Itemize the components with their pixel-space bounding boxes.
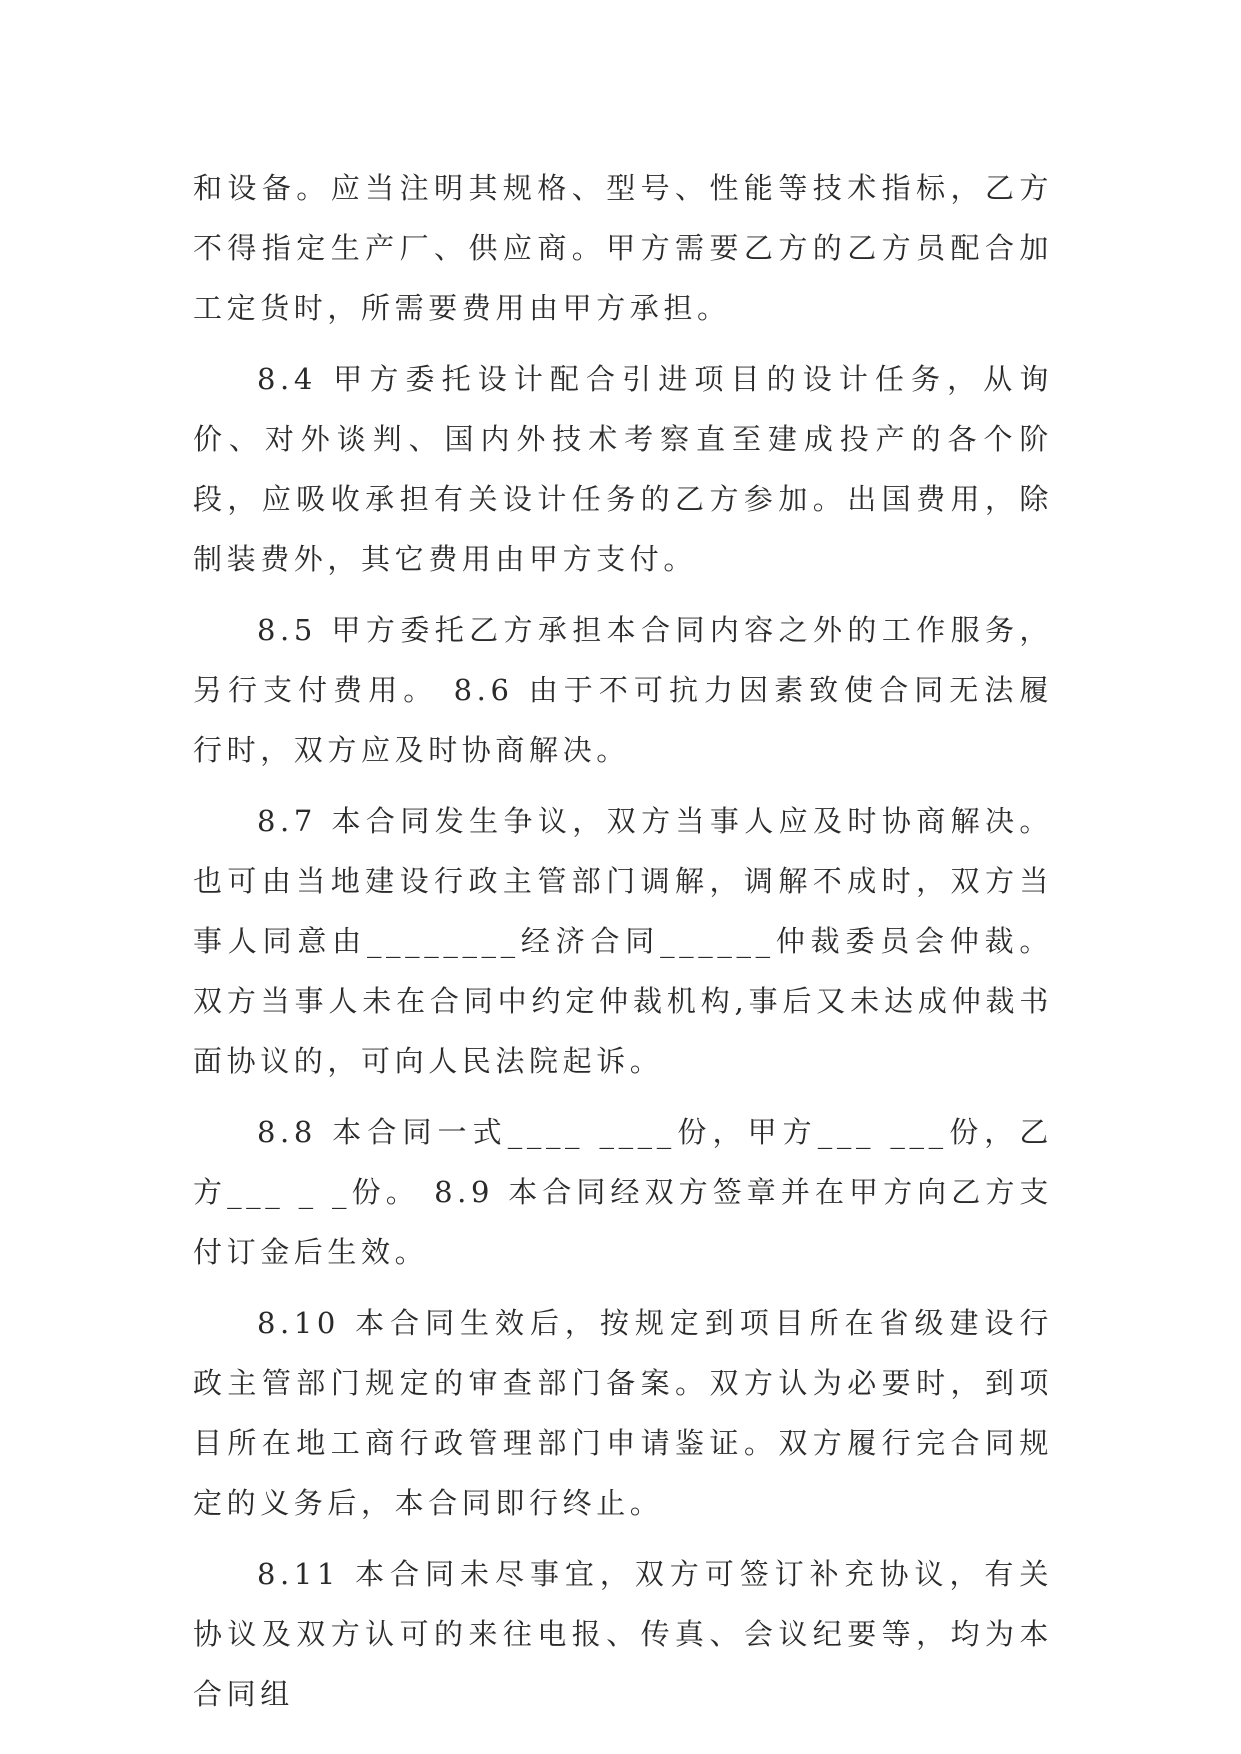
paragraph-clause-8-5-8-6: 8.5 甲方委托乙方承担本合同内容之外的工作服务，另行支付费用。 8.6 由于不可抗力因素致使合同无法履行时，双方应及时协商解决。 <box>193 613 1053 767</box>
paragraph-continuation: 和设备。应当注明其规格、型号、性能等技术指标，乙方不得指定生产厂、供应商。甲方需要乙方的乙方员配合加工定货时，所需要费用由甲方承担。 <box>193 171 1053 325</box>
paragraph-clause-8-10: 8.10 本合同生效后，按规定到项目所在省级建设行政主管部门规定的审查部门备案。双方认为必要时，到项目所在地工商行政管理部门申请鉴证。双方履行完合同规定的义务后，本合同即行终止。 <box>193 1306 1053 1520</box>
paragraph-clause-8-7: 8.7 本合同发生争议，双方当事人应及时协商解决。也可由当地建设行政主管部门调解，调解不成时，双方当事人同意由________经济合同______仲裁委员会仲裁。双方当事人未在合同中约定仲裁机构,事后又未达成仲裁书面协议的，可向人民法院起诉。 <box>193 804 1053 1078</box>
paragraph-clause-8-4: 8.4 甲方委托设计配合引进项目的设计任务，从询价、对外谈判、国内外技术考察直至建成投产的各个阶段，应吸收承担有关设计任务的乙方参加。出国费用，除制装费外，其它费用由甲方支付。 <box>193 362 1053 576</box>
paragraph-clause-8-11: 8.11 本合同未尽事宜，双方可签订补充协议，有关协议及双方认可的来往电报、传真、会议纪要等，均为本合同组 <box>193 1557 1053 1711</box>
paragraph-clause-8-8-8-9: 8.8 本合同一式____ ____份，甲方___ ___份，乙方___ _ _份。 8.9 本合同经双方签章并在甲方向乙方支付订金后生效。 <box>193 1115 1053 1269</box>
document-body <box>193 158 1053 1735</box>
